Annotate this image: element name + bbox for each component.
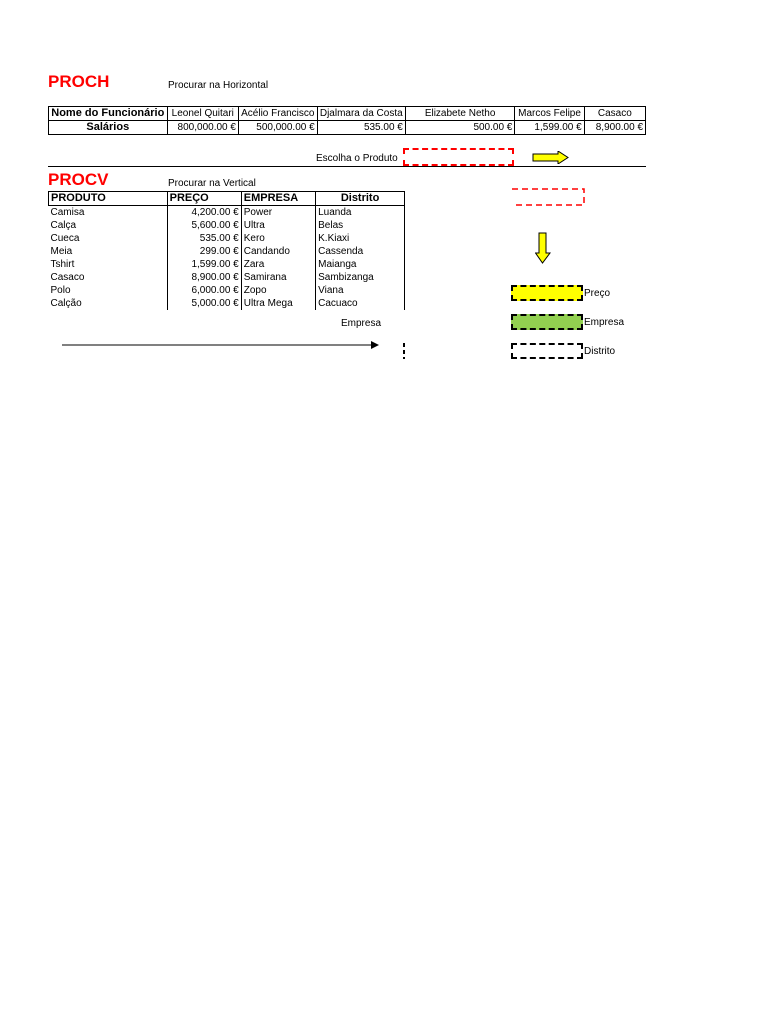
dashed-marker [401, 343, 407, 359]
proch-salary-cell[interactable]: 8,900.00 € [584, 121, 645, 135]
procv-header-distrito: Distrito [316, 192, 405, 206]
proch-salary-cell[interactable]: 800,000.00 € [167, 121, 238, 135]
proch-name-cell[interactable]: Elizabete Netho [405, 107, 515, 121]
preco-cell[interactable]: 4,200.00 € [167, 206, 241, 220]
proch-title: PROCH [48, 72, 110, 91]
table-row [49, 232, 405, 245]
proch-name-cell[interactable]: Acélio Francisco [238, 107, 317, 121]
table-row [49, 297, 405, 310]
empresa-cell[interactable]: Zopo [241, 284, 315, 297]
distrito-result-box[interactable] [511, 343, 583, 359]
table-row [49, 271, 405, 284]
procv-subtitle: Procurar na Vertical [168, 178, 256, 189]
distrito-cell[interactable]: Viana [316, 284, 405, 297]
empresa-cell[interactable]: Samirana [241, 271, 315, 284]
produto-cell[interactable]: Meia [50, 246, 73, 257]
long-right-arrow-icon [62, 340, 380, 350]
preco-cell[interactable]: 6,000.00 € [167, 284, 241, 297]
table-row [49, 219, 405, 232]
preco-label: Preço [584, 288, 611, 299]
empresa-label: Empresa [584, 317, 625, 328]
proch-name-cell[interactable]: Djalmara da Costa [317, 107, 405, 121]
proch-row-header: Nome do Funcionário [49, 107, 168, 121]
empresa-cell[interactable]: Candando [241, 245, 315, 258]
produto-cell[interactable]: Calção [50, 298, 82, 309]
preco-cell[interactable]: 535.00 € [167, 232, 241, 245]
table-row [49, 206, 405, 220]
empresa-cell[interactable]: Power [241, 206, 315, 220]
procv-header-preco: PREÇO [167, 192, 241, 206]
distrito-cell[interactable]: Belas [316, 219, 405, 232]
proch-salary-cell[interactable]: 1,599.00 € [515, 121, 584, 135]
proch-table [48, 106, 646, 135]
produto-cell[interactable]: Camisa [50, 207, 85, 218]
table-row [49, 258, 405, 271]
procv-table [48, 191, 405, 310]
preco-cell[interactable]: 1,599.00 € [167, 258, 241, 271]
proch-names-row [49, 107, 646, 121]
procv-header-row [49, 192, 405, 206]
proch-salaries-row [49, 121, 646, 135]
section-divider [48, 166, 646, 167]
distrito-cell[interactable]: Cacuaco [316, 297, 405, 310]
produto-cell[interactable]: Tshirt [50, 259, 75, 270]
right-arrow-icon [532, 151, 570, 164]
produto-cell[interactable]: Casaco [50, 272, 85, 283]
choose-product-input[interactable] [403, 148, 514, 166]
down-arrow-icon [535, 232, 551, 264]
preco-cell[interactable]: 5,600.00 € [167, 219, 241, 232]
proch-salary-cell[interactable]: 500.00 € [405, 121, 515, 135]
proch-subtitle: Procurar na Horizontal [168, 80, 269, 91]
distrito-cell[interactable]: Sambizanga [316, 271, 405, 284]
empresa-result-box[interactable] [511, 314, 583, 330]
produto-cell[interactable]: Calça [50, 220, 77, 231]
empresa-cell[interactable]: Ultra [241, 219, 315, 232]
distrito-cell[interactable]: K.Kiaxi [316, 232, 405, 245]
proch-salary-cell[interactable]: 535.00 € [317, 121, 405, 135]
empresa-cell[interactable]: Ultra Mega [241, 297, 315, 310]
empresa-caption: Empresa [341, 318, 382, 329]
procv-header-empresa: EMPRESA [241, 192, 315, 206]
preco-result-box[interactable] [511, 285, 583, 301]
preco-cell[interactable]: 8,900.00 € [167, 271, 241, 284]
procv-title: PROCV [48, 170, 109, 189]
distrito-label: Distrito [584, 346, 616, 357]
table-row [49, 284, 405, 297]
proch-salary-cell[interactable]: 500,000.00 € [238, 121, 317, 135]
produto-cell[interactable]: Polo [50, 285, 71, 296]
distrito-cell[interactable]: Maianga [316, 258, 405, 271]
result-product-box[interactable] [511, 188, 587, 208]
choose-product-label: Escolha o Produto [316, 153, 398, 164]
preco-cell[interactable]: 299.00 € [167, 245, 241, 258]
proch-name-cell[interactable]: Casaco [584, 107, 645, 121]
procv-header-produto: PRODUTO [49, 192, 168, 206]
table-row [49, 245, 405, 258]
proch-name-cell[interactable]: Leonel Quitari [167, 107, 238, 121]
preco-cell[interactable]: 5,000.00 € [167, 297, 241, 310]
distrito-cell[interactable]: Luanda [316, 206, 405, 220]
empresa-cell[interactable]: Zara [241, 258, 315, 271]
proch-row-header: Salários [49, 121, 168, 135]
empresa-cell[interactable]: Kero [241, 232, 315, 245]
distrito-cell[interactable]: Cassenda [316, 245, 405, 258]
proch-name-cell[interactable]: Marcos Felipe [515, 107, 584, 121]
produto-cell[interactable]: Cueca [50, 233, 80, 244]
